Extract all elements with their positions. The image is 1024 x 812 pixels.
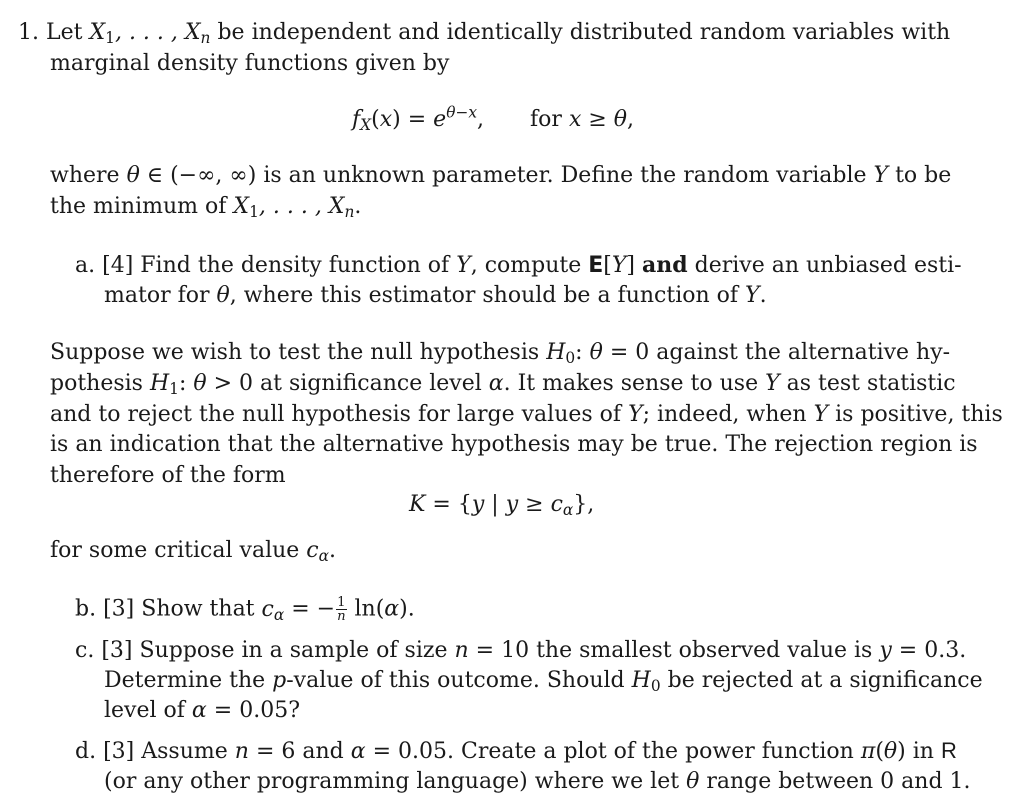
sample-variables: $X_1$, . . . , $X_n$ — [89, 20, 211, 47]
part-b-label: b. — [75, 596, 97, 622]
part-c-line-1: c. [3] Suppose in a sample of size n = 10 the smallest observed value is y = 0.3. — [75, 638, 967, 663]
part-d-label: d. — [75, 739, 97, 764]
problem-line-1: 1. Let $X_1$, . . . , $X_n$ be independent and identically distributed random variables with — [18, 20, 951, 47]
r-language: R — [940, 738, 957, 763]
problem-line-2: marginal density functions given by — [50, 51, 450, 76]
part-a-line-2: mator for θ, where this estimator should be a function of Y. — [104, 283, 767, 308]
problem-line-3: where θ ∈ (−∞, ∞) is an unknown parameter. Define the random variable Y to be — [50, 163, 952, 188]
part-a-line-1: a. [4] Find the density function of Y, compute E[Y] and derive an unbiased esti- — [75, 252, 962, 278]
problem-line-4: the minimum of $X_1$, . . . , $X_n$. — [50, 194, 362, 221]
density-equation: $f_X(x) = e^{\theta-x}$, for x ≥ θ, — [352, 103, 635, 134]
hypothesis-line-2: pothesis $H_1$: θ > 0 at significance level α. It makes sense to use Y as test statistic — [50, 371, 956, 398]
problem-number: 1. — [18, 20, 39, 45]
part-c-line-3: level of α = 0.05? — [104, 698, 300, 723]
hypothesis-line-1: Suppose we wish to test the null hypothesis $H_0$: θ = 0 against the alternative hy- — [50, 340, 951, 367]
part-d-line-2: (or any other programming language) where we let θ range between 0 and 1. — [104, 769, 971, 794]
part-b-line: b. [3] Show that $c_\alpha$ = − $\frac{1}{n}$ ln(α). — [75, 595, 415, 625]
part-a-label: a. — [75, 253, 96, 278]
hypothesis-line-4: is an indication that the alternative hypothesis may be true. The rejection region is — [50, 432, 978, 457]
hypothesis-line-3: and to reject the null hypothesis for large values of Y; indeed, when Y is positive, this — [50, 402, 1003, 427]
rejection-region-equation: K = {y | $y \ge c_\alpha$}, — [409, 492, 595, 519]
part-c-label: c. — [75, 638, 95, 663]
critical-value-line: for some critical value $c_\alpha$. — [50, 538, 337, 565]
part-c-line-2: Determine the p-value of this outcome. Should $H_0$ be rejected at a significance — [104, 668, 983, 695]
part-d-line-1: d. [3] Assume n = 6 and α = 0.05. Create a plot of the power function π(θ) in R — [75, 738, 957, 764]
hypothesis-line-5: therefore of the form — [50, 463, 286, 488]
